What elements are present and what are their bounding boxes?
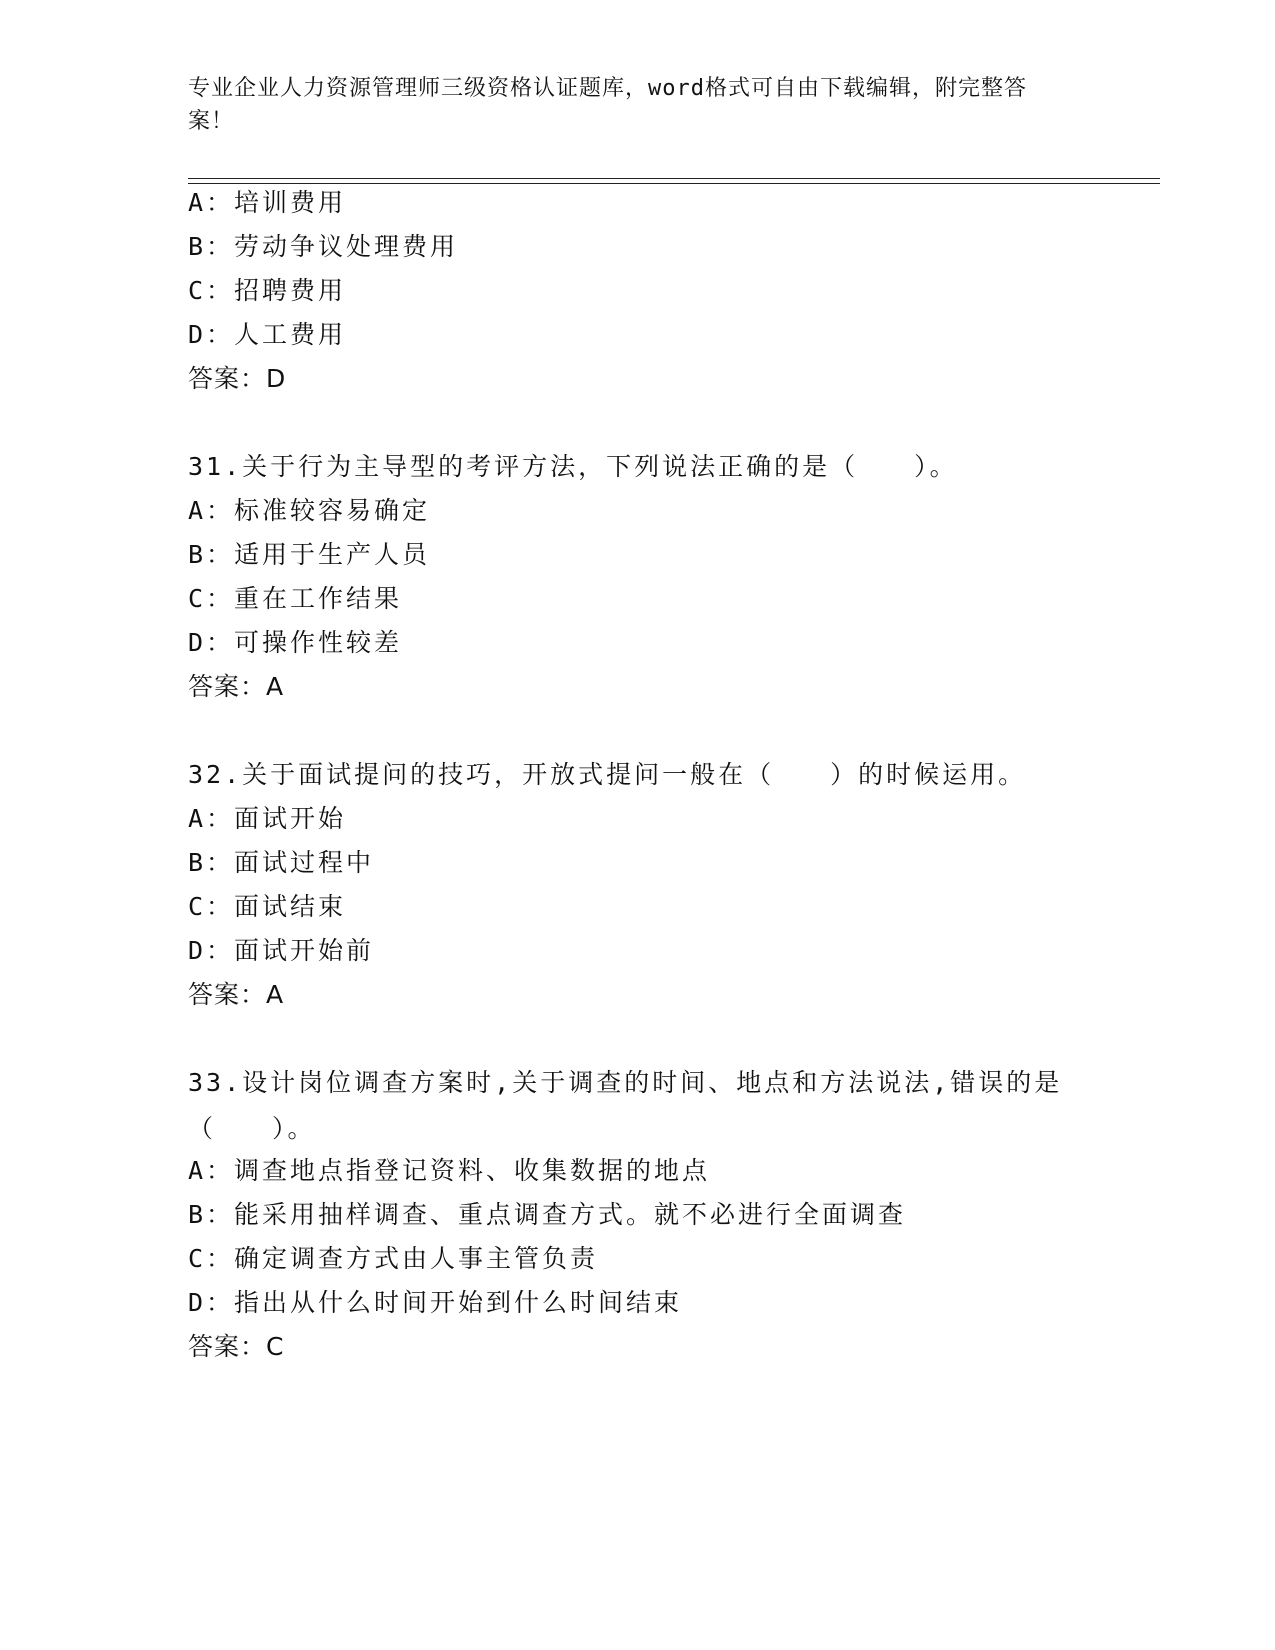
option-c: C：重在工作结果: [188, 584, 403, 613]
option-d: D：人工费用: [188, 320, 347, 349]
question-stem: 33.设计岗位调查方案时,关于调查的时间、地点和方法说法,错误的是（ ）。: [188, 1068, 1063, 1143]
option-b: B：面试过程中: [188, 848, 375, 877]
question-stem: 32.关于面试提问的技巧，开放式提问一般在（ ）的时候运用。: [188, 760, 1027, 789]
option-b: B：适用于生产人员: [188, 540, 431, 569]
option-c: C：招聘费用: [188, 276, 347, 305]
option-a: A：面试开始: [188, 804, 347, 833]
question-stem: 31.关于行为主导型的考评方法，下列说法正确的是（ ）。: [188, 452, 958, 481]
option-a: A：标准较容易确定: [188, 496, 431, 525]
header-rule-top: [188, 178, 1160, 179]
option-d: D：面试开始前: [188, 936, 375, 965]
option-d: D：指出从什么时间开始到什么时间结束: [188, 1288, 683, 1317]
option-c: C：面试结束: [188, 892, 347, 921]
option-c: C：确定调查方式由人事主管负责: [188, 1244, 599, 1273]
option-a: A：培训费用: [188, 188, 347, 217]
answer: 答案：C: [188, 1332, 285, 1361]
option-b: B：能采用抽样调查、重点调查方式。就不必进行全面调查: [188, 1200, 907, 1229]
page-header: 专业企业人力资源管理师三级资格认证题库，word格式可自由下载编辑，附完整答案！: [188, 76, 1027, 134]
option-a: A：调查地点指登记资料、收集数据的地点: [188, 1156, 711, 1185]
answer: 答案：A: [188, 980, 285, 1009]
header-rule-bottom: [188, 183, 1160, 184]
option-d: D：可操作性较差: [188, 628, 403, 657]
answer: 答案：D: [188, 364, 287, 393]
answer: 答案：A: [188, 672, 285, 701]
option-b: B：劳动争议处理费用: [188, 232, 459, 261]
